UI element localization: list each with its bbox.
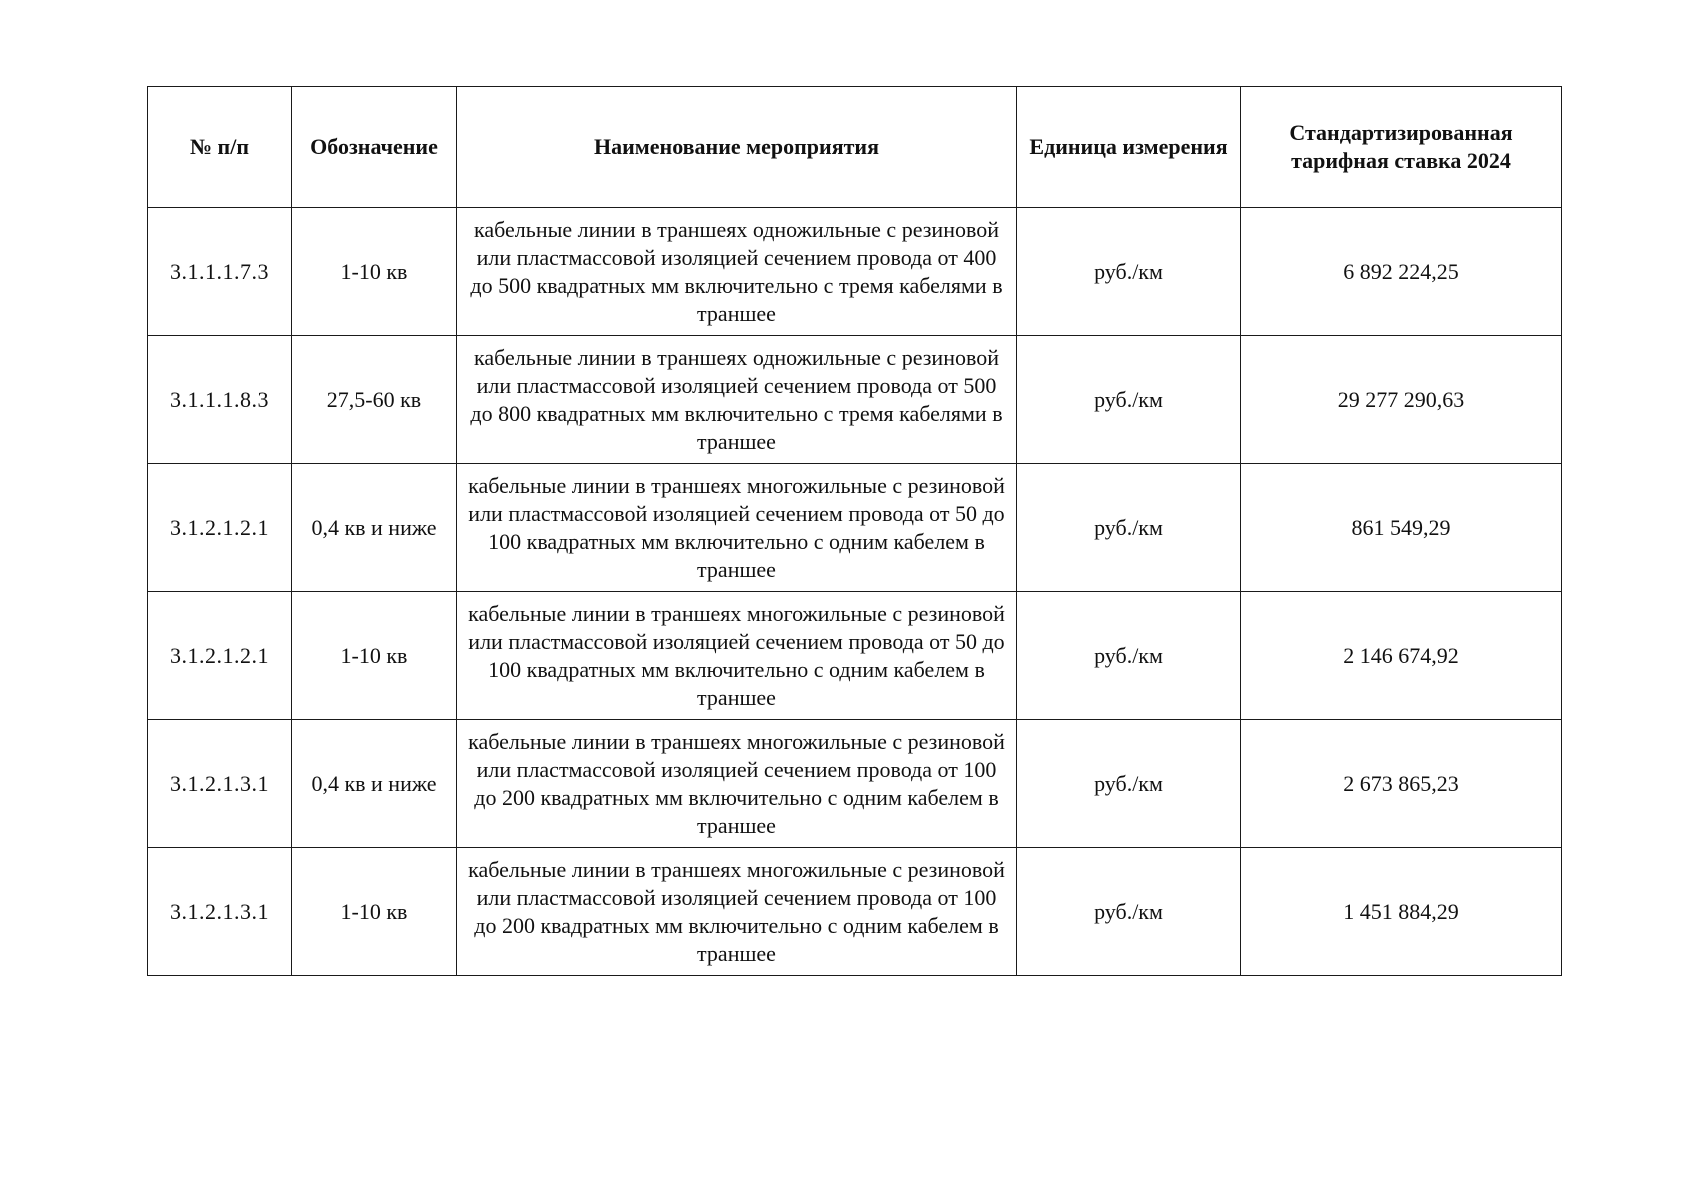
row-rate: 29 277 290,63 — [1241, 336, 1562, 464]
row-rate: 1 451 884,29 — [1241, 848, 1562, 976]
row-unit: руб./км — [1017, 720, 1241, 848]
header-name: Наименование мероприятия — [457, 87, 1017, 208]
row-designation: 0,4 кв и ниже — [292, 464, 457, 592]
row-designation: 1-10 кв — [292, 592, 457, 720]
table-row — [148, 592, 1562, 720]
row-num: 3.1.1.1.7.3 — [148, 208, 292, 336]
row-name: кабельные линии в траншеях многожильные с резиновой или пластмассовой изоляцией сечением провода от 100 до 200 квадратных мм включительно с одним кабелем в траншее — [457, 848, 1017, 976]
row-unit: руб./км — [1017, 208, 1241, 336]
row-designation: 0,4 кв и ниже — [292, 720, 457, 848]
row-num: 3.1.2.1.2.1 — [148, 464, 292, 592]
row-unit: руб./км — [1017, 464, 1241, 592]
row-rate: 2 673 865,23 — [1241, 720, 1562, 848]
row-designation: 1-10 кв — [292, 208, 457, 336]
row-name: кабельные линии в траншеях одножильные с резиновой или пластмассовой изоляцией сечением провода от 400 до 500 квадратных мм включительно с тремя кабелями в траншее — [457, 208, 1017, 336]
header-num: № п/п — [148, 87, 292, 208]
row-num: 3.1.2.1.2.1 — [148, 592, 292, 720]
header-row — [148, 87, 1562, 208]
row-name: кабельные линии в траншеях одножильные с резиновой или пластмассовой изоляцией сечением провода от 500 до 800 квадратных мм включительно с тремя кабелями в траншее — [457, 336, 1017, 464]
header-unit: Единица измерения — [1017, 87, 1241, 208]
row-num: 3.1.2.1.3.1 — [148, 848, 292, 976]
row-rate: 861 549,29 — [1241, 464, 1562, 592]
row-designation: 27,5-60 кв — [292, 336, 457, 464]
row-rate: 2 146 674,92 — [1241, 592, 1562, 720]
row-rate: 6 892 224,25 — [1241, 208, 1562, 336]
row-unit: руб./км — [1017, 592, 1241, 720]
table-row — [148, 208, 1562, 336]
header-rate: Стандартизированная тарифная ставка 2024 — [1241, 87, 1562, 208]
table-row — [148, 848, 1562, 976]
row-num: 3.1.2.1.3.1 — [148, 720, 292, 848]
table-row — [148, 720, 1562, 848]
row-name: кабельные линии в траншеях многожильные с резиновой или пластмассовой изоляцией сечением провода от 50 до 100 квадратных мм включительно с одним кабелем в траншее — [457, 592, 1017, 720]
table-header — [148, 87, 1562, 208]
row-unit: руб./км — [1017, 336, 1241, 464]
row-name: кабельные линии в траншеях многожильные с резиновой или пластмассовой изоляцией сечением провода от 100 до 200 квадратных мм включительно с одним кабелем в траншее — [457, 720, 1017, 848]
row-unit: руб./км — [1017, 848, 1241, 976]
row-designation: 1-10 кв — [292, 848, 457, 976]
table-body — [148, 208, 1562, 976]
table-row — [148, 336, 1562, 464]
table-row — [148, 464, 1562, 592]
tariff-table — [147, 86, 1562, 976]
header-designation: Обозначение — [292, 87, 457, 208]
row-num: 3.1.1.1.8.3 — [148, 336, 292, 464]
row-name: кабельные линии в траншеях многожильные с резиновой или пластмассовой изоляцией сечением провода от 50 до 100 квадратных мм включительно с одним кабелем в траншее — [457, 464, 1017, 592]
